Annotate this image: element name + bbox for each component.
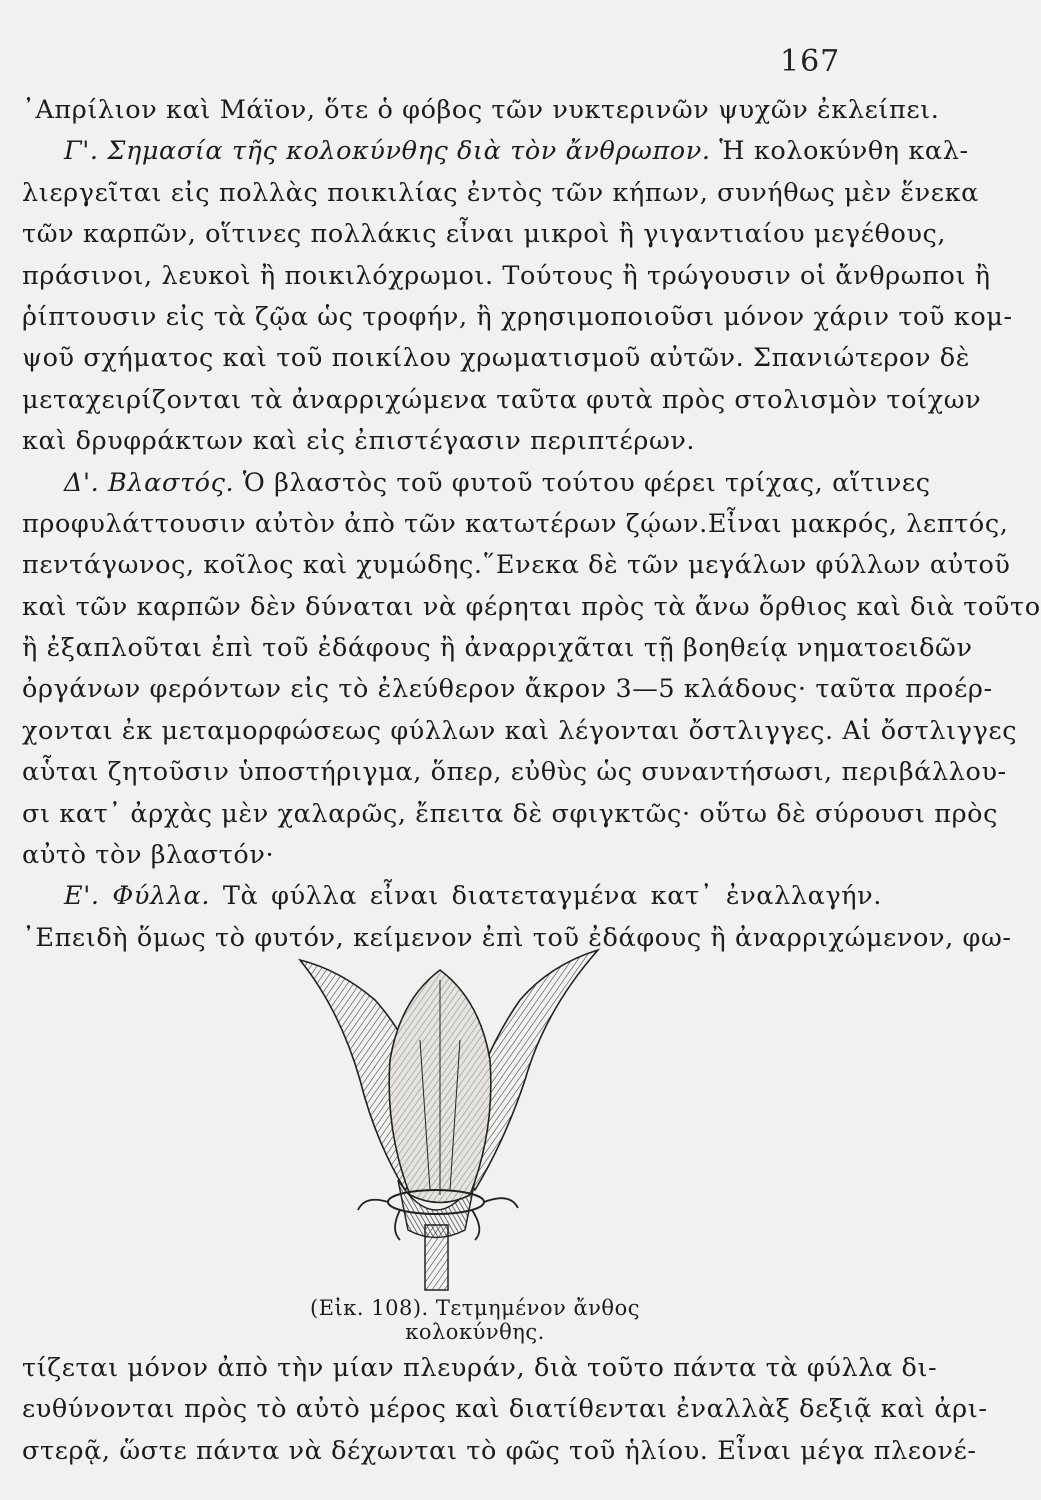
- text-line: ἢ ἐξαπλοῦται ἐπὶ τοῦ ἐδάφους ἢ ἀναρριχᾶται τῇ βοηθείᾳ νηματοειδῶν: [22, 633, 973, 664]
- text-line: στερᾷ, ὥστε πάντα νὰ δέχωνται τὸ φῶς τοῦ ἡλίου. Εἶναι μέγα πλεονέ-: [22, 1435, 977, 1466]
- figure-caption: (Εἰκ. 108). Τετμημένον ἄνθος κολοκύνθης.: [310, 1296, 640, 1344]
- section-d-heading: Δ'. Βλαστός.: [64, 467, 235, 498]
- section-g-text: Ἡ κολοκύνθη καλ-: [710, 136, 969, 167]
- text-line: καὶ δρυφράκτων καὶ εἰς ἐπιστέγασιν περιπτέρων.: [22, 426, 696, 457]
- text-line: αὗται ζητοῦσιν ὑποστήριγμα, ὅπερ, εὐθὺς ὡς συναντήσωσι, περιβάλλου-: [22, 757, 1007, 788]
- section-e-heading: Ε'. Φύλλα.: [64, 881, 211, 912]
- text-line: χονται ἐκ μεταμορφώσεως φύλλων καὶ λέγονται ὄστλιγγες. Αἱ ὄστλιγγες: [22, 715, 1018, 746]
- text-line: ᾽Απρίλιον καὶ Μάϊον, ὅτε ὁ φόβος τῶν νυκτερινῶν ψυχῶν ἐκλείπει.: [22, 95, 940, 125]
- text-line: λιεργεῖται εἰς πολλὰς ποικιλίας ἐντὸς τῶν κήπων, συνήθως μὲν ἕνεκα: [22, 177, 979, 208]
- text-line: ευθύνονται πρὸς τὸ αὐτὸ μέρος καὶ διατίθενται ἐναλλὰξ δεξιᾷ καὶ ἀρι-: [22, 1394, 988, 1425]
- text-line: τῶν καρπῶν, οἵτινες πολλάκις εἶναι μικροὶ ἢ γιγαντιαίου μεγέθους,: [22, 219, 947, 250]
- text-line: ῥίπτουσιν εἰς τὰ ζῷα ὡς τροφήν, ἢ χρησιμοποιοῦσι μόνον χάριν τοῦ κομ-: [22, 301, 1013, 332]
- section-g-line: [22, 131, 969, 172]
- text-line: ᾽Επειδὴ ὅμως τὸ φυτόν, κείμενον ἐπὶ τοῦ ἐδάφους ἢ ἀναρριχώμενον, φω-: [22, 922, 1012, 953]
- section-d-line: [22, 463, 931, 504]
- text-line: ψοῦ σχήματος καὶ τοῦ ποικίλου χρωματισμοῦ αὐτῶν. Σπανιώτερον δὲ: [22, 343, 971, 374]
- page-number: 167: [780, 44, 841, 79]
- pumpkin-flower-illustration: [280, 940, 610, 1300]
- text-line: προφυλάττουσιν αὐτὸν ἀπὸ τῶν κατωτέρων ζῴων.Εἶναι μακρός, λεπτός,: [22, 508, 1009, 539]
- text-line: μεταχειρίζονται τὰ ἀναρριχώμενα ταῦτα φυτὰ πρὸς στολισμὸν τοίχων: [22, 384, 982, 415]
- section-g-heading: Γ'. Σημασία τῆς κολοκύνθης διὰ τὸν ἄνθρωπον.: [64, 136, 711, 167]
- bottom-text: [22, 1348, 988, 1472]
- text-line: αὐτὸ τὸν βλαστόν·: [22, 840, 275, 871]
- section-e-line: [22, 876, 882, 917]
- text-line: τίζεται μόνον ἀπὸ τὴν μίαν πλευράν, διὰ τοῦτο πάντα τὰ φύλλα δι-: [22, 1353, 938, 1383]
- text-line: πεντάγωνος, κοῖλος καὶ χυμώδης.῞Ενεκα δὲ τῶν μεγάλων φύλλων αὐτοῦ: [22, 550, 1011, 581]
- main-text: [22, 90, 1041, 959]
- section-d-text: Ὁ βλαστὸς τοῦ φυτοῦ τούτου φέρει τρίχας, αἵτινες: [234, 467, 931, 498]
- section-e-text: Τὰ φύλλα εἶναι διατεταγμένα κατ᾽ ἐναλλαγήν.: [210, 881, 882, 912]
- text-line: πράσινοι, λευκοὶ ἢ ποικιλόχρωμοι. Τούτους ἢ τρώγουσιν οἱ ἄνθρωποι ἢ: [22, 260, 991, 291]
- text-line: καὶ τῶν καρπῶν δὲν δύναται νὰ φέρηται πρὸς τὰ ἄνω ὄρθιος καὶ διὰ τοῦτο: [22, 591, 1041, 622]
- text-line: ὀργάνων φερόντων εἰς τὸ ἐλεύθερον ἄκρον 3—5 κλάδους· ταῦτα προέρ-: [22, 674, 993, 705]
- text-line: σι κατ᾽ ἀρχὰς μὲν χαλαρῶς, ἔπειτα δὲ σφιγκτῶς· οὕτω δὲ σύρουσι πρὸς: [22, 798, 999, 829]
